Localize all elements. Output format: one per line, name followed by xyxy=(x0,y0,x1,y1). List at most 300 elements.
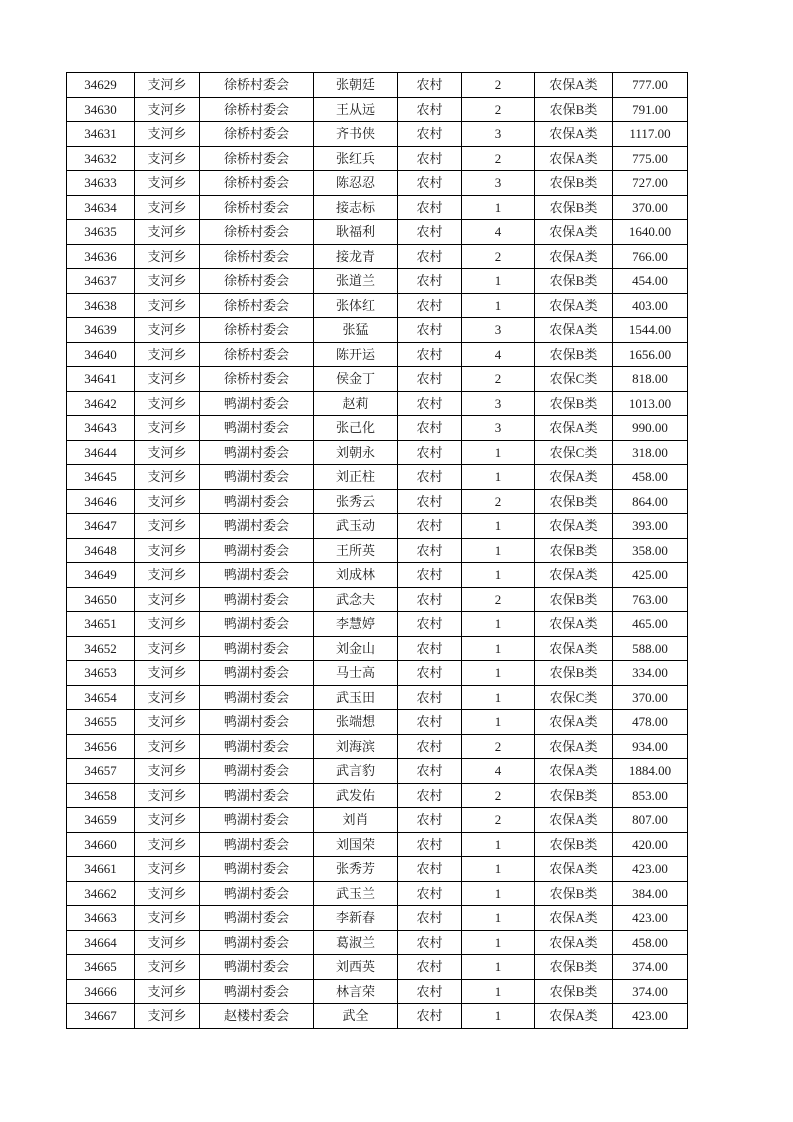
cell-residence-type: 农村 xyxy=(398,244,462,269)
cell-amount: 478.00 xyxy=(613,710,688,735)
cell-person-name: 武发佑 xyxy=(314,783,398,808)
cell-township: 支河乡 xyxy=(135,906,200,931)
roster-table-body xyxy=(67,73,688,1029)
cell-person-name: 武言豹 xyxy=(314,759,398,784)
cell-person-count: 2 xyxy=(462,783,535,808)
roster-table xyxy=(66,72,688,1029)
cell-person-name: 刘金山 xyxy=(314,636,398,661)
cell-person-count: 1 xyxy=(462,269,535,294)
cell-residence-type: 农村 xyxy=(398,293,462,318)
cell-insurance-class: 农保A类 xyxy=(535,514,613,539)
cell-amount: 1884.00 xyxy=(613,759,688,784)
cell-residence-type: 农村 xyxy=(398,906,462,931)
cell-record-id: 34646 xyxy=(67,489,135,514)
cell-insurance-class: 农保B类 xyxy=(535,979,613,1004)
cell-person-count: 1 xyxy=(462,195,535,220)
cell-person-count: 1 xyxy=(462,710,535,735)
table-row xyxy=(67,318,688,343)
cell-amount: 423.00 xyxy=(613,857,688,882)
cell-person-count: 1 xyxy=(462,832,535,857)
cell-residence-type: 农村 xyxy=(398,220,462,245)
cell-township: 支河乡 xyxy=(135,73,200,98)
cell-person-count: 1 xyxy=(462,538,535,563)
cell-township: 支河乡 xyxy=(135,514,200,539)
cell-person-name: 张体红 xyxy=(314,293,398,318)
cell-residence-type: 农村 xyxy=(398,465,462,490)
cell-insurance-class: 农保A类 xyxy=(535,808,613,833)
cell-amount: 763.00 xyxy=(613,587,688,612)
cell-insurance-class: 农保A类 xyxy=(535,930,613,955)
cell-person-name: 张端想 xyxy=(314,710,398,735)
cell-record-id: 34640 xyxy=(67,342,135,367)
cell-township: 支河乡 xyxy=(135,587,200,612)
cell-record-id: 34656 xyxy=(67,734,135,759)
cell-residence-type: 农村 xyxy=(398,857,462,882)
cell-amount: 374.00 xyxy=(613,979,688,1004)
cell-person-name: 张秀芳 xyxy=(314,857,398,882)
cell-amount: 775.00 xyxy=(613,146,688,171)
cell-person-count: 2 xyxy=(462,808,535,833)
cell-person-name: 李新春 xyxy=(314,906,398,931)
cell-insurance-class: 农保C类 xyxy=(535,685,613,710)
cell-residence-type: 农村 xyxy=(398,587,462,612)
table-row xyxy=(67,636,688,661)
cell-person-count: 2 xyxy=(462,734,535,759)
cell-amount: 423.00 xyxy=(613,906,688,931)
cell-township: 支河乡 xyxy=(135,171,200,196)
cell-residence-type: 农村 xyxy=(398,73,462,98)
cell-township: 支河乡 xyxy=(135,391,200,416)
cell-insurance-class: 农保B类 xyxy=(535,489,613,514)
cell-township: 支河乡 xyxy=(135,367,200,392)
cell-amount: 1656.00 xyxy=(613,342,688,367)
cell-village-committee: 鸭湖村委会 xyxy=(200,416,314,441)
cell-person-count: 2 xyxy=(462,146,535,171)
cell-residence-type: 农村 xyxy=(398,342,462,367)
cell-record-id: 34629 xyxy=(67,73,135,98)
cell-amount: 864.00 xyxy=(613,489,688,514)
cell-township: 支河乡 xyxy=(135,489,200,514)
cell-township: 支河乡 xyxy=(135,759,200,784)
cell-insurance-class: 农保A类 xyxy=(535,465,613,490)
table-row xyxy=(67,857,688,882)
cell-insurance-class: 农保A类 xyxy=(535,636,613,661)
cell-residence-type: 农村 xyxy=(398,538,462,563)
cell-residence-type: 农村 xyxy=(398,171,462,196)
cell-residence-type: 农村 xyxy=(398,440,462,465)
cell-amount: 807.00 xyxy=(613,808,688,833)
cell-person-count: 3 xyxy=(462,318,535,343)
cell-village-committee: 徐桥村委会 xyxy=(200,171,314,196)
cell-person-name: 张道兰 xyxy=(314,269,398,294)
cell-insurance-class: 农保A类 xyxy=(535,293,613,318)
cell-person-name: 王所英 xyxy=(314,538,398,563)
table-row xyxy=(67,73,688,98)
cell-insurance-class: 农保A类 xyxy=(535,759,613,784)
cell-village-committee: 鸭湖村委会 xyxy=(200,465,314,490)
cell-person-name: 武玉田 xyxy=(314,685,398,710)
table-row xyxy=(67,734,688,759)
cell-person-count: 2 xyxy=(462,587,535,612)
cell-person-count: 1 xyxy=(462,881,535,906)
cell-amount: 791.00 xyxy=(613,97,688,122)
table-row xyxy=(67,416,688,441)
cell-record-id: 34654 xyxy=(67,685,135,710)
cell-village-committee: 鸭湖村委会 xyxy=(200,930,314,955)
cell-record-id: 34631 xyxy=(67,122,135,147)
cell-record-id: 34660 xyxy=(67,832,135,857)
cell-record-id: 34642 xyxy=(67,391,135,416)
table-row xyxy=(67,1004,688,1029)
table-row xyxy=(67,391,688,416)
cell-amount: 777.00 xyxy=(613,73,688,98)
cell-insurance-class: 农保B类 xyxy=(535,783,613,808)
cell-village-committee: 鸭湖村委会 xyxy=(200,612,314,637)
cell-amount: 423.00 xyxy=(613,1004,688,1029)
cell-record-id: 34663 xyxy=(67,906,135,931)
cell-insurance-class: 农保A类 xyxy=(535,710,613,735)
table-row xyxy=(67,220,688,245)
cell-person-name: 武全 xyxy=(314,1004,398,1029)
cell-person-name: 张朝廷 xyxy=(314,73,398,98)
cell-record-id: 34666 xyxy=(67,979,135,1004)
cell-insurance-class: 农保A类 xyxy=(535,244,613,269)
cell-insurance-class: 农保B类 xyxy=(535,832,613,857)
cell-township: 支河乡 xyxy=(135,930,200,955)
cell-insurance-class: 农保B类 xyxy=(535,955,613,980)
cell-residence-type: 农村 xyxy=(398,1004,462,1029)
cell-person-count: 1 xyxy=(462,906,535,931)
cell-residence-type: 农村 xyxy=(398,832,462,857)
cell-township: 支河乡 xyxy=(135,97,200,122)
cell-record-id: 34630 xyxy=(67,97,135,122)
cell-person-name: 张猛 xyxy=(314,318,398,343)
cell-person-count: 4 xyxy=(462,342,535,367)
cell-village-committee: 徐桥村委会 xyxy=(200,318,314,343)
cell-township: 支河乡 xyxy=(135,195,200,220)
cell-village-committee: 鸭湖村委会 xyxy=(200,710,314,735)
cell-village-committee: 赵楼村委会 xyxy=(200,1004,314,1029)
cell-insurance-class: 农保B类 xyxy=(535,661,613,686)
table-row xyxy=(67,269,688,294)
cell-person-count: 1 xyxy=(462,1004,535,1029)
cell-person-count: 1 xyxy=(462,514,535,539)
cell-township: 支河乡 xyxy=(135,808,200,833)
cell-township: 支河乡 xyxy=(135,122,200,147)
table-row xyxy=(67,342,688,367)
cell-record-id: 34649 xyxy=(67,563,135,588)
cell-residence-type: 农村 xyxy=(398,367,462,392)
cell-person-count: 2 xyxy=(462,97,535,122)
cell-village-committee: 鸭湖村委会 xyxy=(200,636,314,661)
cell-township: 支河乡 xyxy=(135,244,200,269)
cell-person-count: 2 xyxy=(462,73,535,98)
cell-amount: 588.00 xyxy=(613,636,688,661)
table-row xyxy=(67,489,688,514)
cell-residence-type: 农村 xyxy=(398,808,462,833)
cell-person-count: 1 xyxy=(462,955,535,980)
cell-person-name: 接志标 xyxy=(314,195,398,220)
cell-township: 支河乡 xyxy=(135,979,200,1004)
cell-village-committee: 鸭湖村委会 xyxy=(200,881,314,906)
cell-residence-type: 农村 xyxy=(398,734,462,759)
cell-amount: 425.00 xyxy=(613,563,688,588)
cell-record-id: 34653 xyxy=(67,661,135,686)
cell-record-id: 34662 xyxy=(67,881,135,906)
cell-person-name: 武玉动 xyxy=(314,514,398,539)
cell-village-committee: 徐桥村委会 xyxy=(200,220,314,245)
cell-record-id: 34650 xyxy=(67,587,135,612)
cell-record-id: 34635 xyxy=(67,220,135,245)
cell-person-name: 刘西英 xyxy=(314,955,398,980)
cell-insurance-class: 农保A类 xyxy=(535,416,613,441)
cell-amount: 766.00 xyxy=(613,244,688,269)
table-row xyxy=(67,244,688,269)
cell-amount: 420.00 xyxy=(613,832,688,857)
cell-amount: 318.00 xyxy=(613,440,688,465)
cell-person-count: 1 xyxy=(462,563,535,588)
cell-amount: 370.00 xyxy=(613,685,688,710)
cell-village-committee: 鸭湖村委会 xyxy=(200,489,314,514)
cell-person-name: 葛淑兰 xyxy=(314,930,398,955)
cell-village-committee: 鸭湖村委会 xyxy=(200,563,314,588)
cell-residence-type: 农村 xyxy=(398,146,462,171)
cell-amount: 454.00 xyxy=(613,269,688,294)
cell-village-committee: 徐桥村委会 xyxy=(200,73,314,98)
cell-insurance-class: 农保A类 xyxy=(535,734,613,759)
cell-residence-type: 农村 xyxy=(398,710,462,735)
cell-amount: 990.00 xyxy=(613,416,688,441)
cell-township: 支河乡 xyxy=(135,734,200,759)
cell-residence-type: 农村 xyxy=(398,195,462,220)
cell-person-count: 1 xyxy=(462,440,535,465)
cell-village-committee: 鸭湖村委会 xyxy=(200,759,314,784)
table-row xyxy=(67,563,688,588)
cell-amount: 458.00 xyxy=(613,465,688,490)
cell-person-count: 1 xyxy=(462,685,535,710)
cell-record-id: 34632 xyxy=(67,146,135,171)
cell-person-count: 3 xyxy=(462,416,535,441)
cell-amount: 727.00 xyxy=(613,171,688,196)
cell-person-name: 刘海滨 xyxy=(314,734,398,759)
cell-person-name: 张己化 xyxy=(314,416,398,441)
cell-township: 支河乡 xyxy=(135,832,200,857)
cell-person-count: 2 xyxy=(462,489,535,514)
cell-amount: 934.00 xyxy=(613,734,688,759)
table-row xyxy=(67,293,688,318)
cell-insurance-class: 农保A类 xyxy=(535,857,613,882)
cell-village-committee: 鸭湖村委会 xyxy=(200,857,314,882)
cell-village-committee: 鸭湖村委会 xyxy=(200,734,314,759)
cell-residence-type: 农村 xyxy=(398,636,462,661)
cell-village-committee: 徐桥村委会 xyxy=(200,342,314,367)
cell-record-id: 34661 xyxy=(67,857,135,882)
cell-village-committee: 鸭湖村委会 xyxy=(200,538,314,563)
cell-village-committee: 徐桥村委会 xyxy=(200,367,314,392)
cell-residence-type: 农村 xyxy=(398,391,462,416)
cell-insurance-class: 农保B类 xyxy=(535,97,613,122)
cell-person-name: 张秀云 xyxy=(314,489,398,514)
cell-village-committee: 徐桥村委会 xyxy=(200,269,314,294)
cell-village-committee: 鸭湖村委会 xyxy=(200,661,314,686)
cell-record-id: 34665 xyxy=(67,955,135,980)
cell-person-name: 耿福利 xyxy=(314,220,398,245)
cell-person-name: 刘肖 xyxy=(314,808,398,833)
cell-township: 支河乡 xyxy=(135,220,200,245)
cell-village-committee: 鸭湖村委会 xyxy=(200,783,314,808)
cell-record-id: 34651 xyxy=(67,612,135,637)
cell-insurance-class: 农保B类 xyxy=(535,538,613,563)
cell-township: 支河乡 xyxy=(135,146,200,171)
cell-township: 支河乡 xyxy=(135,685,200,710)
cell-person-count: 4 xyxy=(462,759,535,784)
cell-person-count: 3 xyxy=(462,171,535,196)
cell-record-id: 34636 xyxy=(67,244,135,269)
cell-record-id: 34657 xyxy=(67,759,135,784)
table-row xyxy=(67,832,688,857)
cell-village-committee: 鸭湖村委会 xyxy=(200,808,314,833)
cell-residence-type: 农村 xyxy=(398,318,462,343)
cell-village-committee: 鸭湖村委会 xyxy=(200,514,314,539)
cell-amount: 465.00 xyxy=(613,612,688,637)
cell-person-name: 侯金丁 xyxy=(314,367,398,392)
cell-record-id: 34647 xyxy=(67,514,135,539)
cell-residence-type: 农村 xyxy=(398,122,462,147)
cell-township: 支河乡 xyxy=(135,440,200,465)
cell-person-name: 武念夫 xyxy=(314,587,398,612)
cell-amount: 458.00 xyxy=(613,930,688,955)
cell-record-id: 34644 xyxy=(67,440,135,465)
cell-amount: 374.00 xyxy=(613,955,688,980)
cell-village-committee: 鸭湖村委会 xyxy=(200,685,314,710)
cell-insurance-class: 农保B类 xyxy=(535,171,613,196)
cell-village-committee: 鸭湖村委会 xyxy=(200,955,314,980)
cell-person-name: 马士高 xyxy=(314,661,398,686)
cell-person-count: 1 xyxy=(462,612,535,637)
cell-village-committee: 徐桥村委会 xyxy=(200,122,314,147)
cell-record-id: 34658 xyxy=(67,783,135,808)
cell-amount: 818.00 xyxy=(613,367,688,392)
cell-residence-type: 农村 xyxy=(398,612,462,637)
cell-village-committee: 鸭湖村委会 xyxy=(200,440,314,465)
cell-person-count: 1 xyxy=(462,857,535,882)
cell-insurance-class: 农保A类 xyxy=(535,73,613,98)
cell-person-name: 陈忍忍 xyxy=(314,171,398,196)
cell-village-committee: 徐桥村委会 xyxy=(200,293,314,318)
cell-amount: 358.00 xyxy=(613,538,688,563)
cell-person-count: 1 xyxy=(462,930,535,955)
cell-record-id: 34648 xyxy=(67,538,135,563)
table-row xyxy=(67,367,688,392)
cell-amount: 1117.00 xyxy=(613,122,688,147)
cell-residence-type: 农村 xyxy=(398,514,462,539)
cell-residence-type: 农村 xyxy=(398,269,462,294)
cell-residence-type: 农村 xyxy=(398,783,462,808)
cell-township: 支河乡 xyxy=(135,857,200,882)
table-row xyxy=(67,538,688,563)
cell-person-count: 1 xyxy=(462,293,535,318)
cell-residence-type: 农村 xyxy=(398,930,462,955)
cell-township: 支河乡 xyxy=(135,293,200,318)
table-row xyxy=(67,661,688,686)
cell-record-id: 34655 xyxy=(67,710,135,735)
cell-insurance-class: 农保A类 xyxy=(535,1004,613,1029)
cell-township: 支河乡 xyxy=(135,318,200,343)
cell-insurance-class: 农保C类 xyxy=(535,367,613,392)
cell-residence-type: 农村 xyxy=(398,759,462,784)
table-row xyxy=(67,440,688,465)
cell-amount: 403.00 xyxy=(613,293,688,318)
cell-person-name: 武玉兰 xyxy=(314,881,398,906)
cell-residence-type: 农村 xyxy=(398,661,462,686)
table-row xyxy=(67,97,688,122)
table-row xyxy=(67,783,688,808)
cell-insurance-class: 农保B类 xyxy=(535,881,613,906)
cell-township: 支河乡 xyxy=(135,881,200,906)
cell-record-id: 34638 xyxy=(67,293,135,318)
cell-record-id: 34659 xyxy=(67,808,135,833)
cell-record-id: 34637 xyxy=(67,269,135,294)
cell-person-name: 王从远 xyxy=(314,97,398,122)
cell-residence-type: 农村 xyxy=(398,416,462,441)
table-row xyxy=(67,587,688,612)
cell-person-name: 刘成林 xyxy=(314,563,398,588)
table-row xyxy=(67,122,688,147)
cell-township: 支河乡 xyxy=(135,538,200,563)
cell-person-count: 1 xyxy=(462,636,535,661)
cell-residence-type: 农村 xyxy=(398,563,462,588)
cell-record-id: 34652 xyxy=(67,636,135,661)
cell-township: 支河乡 xyxy=(135,465,200,490)
cell-person-count: 1 xyxy=(462,465,535,490)
cell-amount: 334.00 xyxy=(613,661,688,686)
cell-person-name: 齐书侠 xyxy=(314,122,398,147)
cell-residence-type: 农村 xyxy=(398,881,462,906)
table-row xyxy=(67,881,688,906)
cell-insurance-class: 农保B类 xyxy=(535,195,613,220)
cell-township: 支河乡 xyxy=(135,1004,200,1029)
cell-township: 支河乡 xyxy=(135,563,200,588)
table-row xyxy=(67,979,688,1004)
cell-person-name: 刘国荣 xyxy=(314,832,398,857)
cell-village-committee: 徐桥村委会 xyxy=(200,244,314,269)
cell-township: 支河乡 xyxy=(135,342,200,367)
cell-person-count: 2 xyxy=(462,244,535,269)
cell-village-committee: 鸭湖村委会 xyxy=(200,391,314,416)
cell-record-id: 34634 xyxy=(67,195,135,220)
cell-amount: 1013.00 xyxy=(613,391,688,416)
table-row xyxy=(67,808,688,833)
cell-person-name: 张红兵 xyxy=(314,146,398,171)
cell-insurance-class: 农保B类 xyxy=(535,342,613,367)
cell-township: 支河乡 xyxy=(135,661,200,686)
cell-township: 支河乡 xyxy=(135,710,200,735)
cell-township: 支河乡 xyxy=(135,416,200,441)
cell-insurance-class: 农保A类 xyxy=(535,122,613,147)
cell-record-id: 34643 xyxy=(67,416,135,441)
cell-person-count: 2 xyxy=(462,367,535,392)
cell-village-committee: 徐桥村委会 xyxy=(200,195,314,220)
cell-residence-type: 农村 xyxy=(398,685,462,710)
cell-amount: 853.00 xyxy=(613,783,688,808)
cell-insurance-class: 农保A类 xyxy=(535,318,613,343)
cell-township: 支河乡 xyxy=(135,783,200,808)
cell-person-name: 赵莉 xyxy=(314,391,398,416)
cell-amount: 384.00 xyxy=(613,881,688,906)
cell-person-name: 李慧婷 xyxy=(314,612,398,637)
table-row xyxy=(67,955,688,980)
table-row xyxy=(67,759,688,784)
